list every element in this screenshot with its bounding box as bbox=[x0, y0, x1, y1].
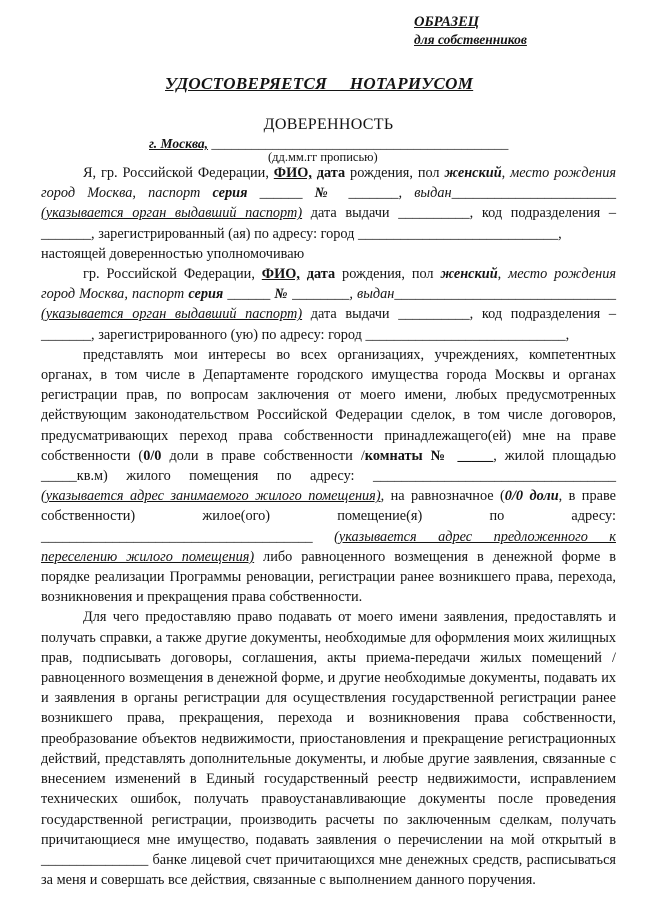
attorney-paragraph: гр. Российской Федерации, ФИО, дата рождения, пол женский, место рождения город Москва, паспорт серия ______ № ________, выдан_______________________________ (указывается орган выдавший паспорт) дата выдачи __________, код подразделения – _______, зарегистрированного (ую) по адресу: город ____________________________, bbox=[41, 266, 617, 343]
authorization-line: настоящей доверенностью уполномочиваю bbox=[41, 245, 305, 262]
grantor-paragraph: Я, гр. Российской Федерации, ФИО, дата рождения, пол женский, место рождения город Москва, паспорт серия ______ № _______, выдан_______________________ (указывается орган выдавший паспорт) дата выдачи __________, код подразделения – _______, зарегистрированный (ая) по адресу: город ____________________________, bbox=[41, 165, 617, 242]
document-title: ДОВЕРЕННОСТЬ bbox=[263, 116, 394, 133]
sample-header bbox=[414, 14, 614, 48]
date-blank: ____________________________________________ bbox=[211, 136, 509, 151]
sample-subtitle: для собственников bbox=[414, 32, 527, 47]
notary-certification: УДОСТОВЕРЯЕТСЯ НОТАРИУСОМ bbox=[165, 74, 474, 93]
sample-title: ОБРАЗЕЦ bbox=[414, 14, 480, 30]
powers-paragraph: представлять мои интересы во всех организациях, учреждениях, компетентных органах, в том числе в Департаменте городского имущества города Москвы и органах регистрации прав, по вопросам заключения от моего имени, любых предусмотренных действующим законодательством Российской Федерации сделок, в том числе договоров, предусматривающих переход права собственности принадлежащего(ей) мне на праве собственности (0/0 доли в праве собственности /комнаты № _____, жилой площадью _____кв.м) жилого помещения по адресу: __________________________________ (указывается адрес занимаемого жилого помещения), на равнозначное (0/0 доли, в праве собственности) жилое(ого) помещение(я) по адресу: ______________________________________ (указывается адрес предложенного к переселению жилого помещения) либо равноценного возмещения в денежной форме в порядке реализации Программы реновации, регистрации ранее возникшего права, перехода, возникновения и прекращения права собственности. bbox=[41, 346, 617, 606]
additional-powers-paragraph: Для чего предоставляю право подавать от моего имени заявления, предоставлять и получать справки, а также другие документы, необходимые для оформления моих жилищных прав, подписывать договоры, соглашения, акты приема-передачи жилых помещений / равноценного возмещения в денежной форме, и другие необходимые документы, подавать их и заявления в органы регистрации для осуществления государственной регистрации ранее возникшего права, прекращения, перехода и возникновения права собственности, преобразование объектов недвижимости, приостановления и прекращение регистрационных действий, представлять дополнительные документы, и любые другие заявления, связанные с внесением изменений в Единый государственный реестр недвижимости, исправлением технических ошибок, получать правоустанавливающие документы после проведения государственной регистрации, производить расчеты по заключенным сделкам, получать причитающиеся мне имущество, подавать заявления о перечислении на мой открытый в _______________ банке лицевой счет причитающихся мне денежных средств, расписываться за меня и совершать все действия, связанные с выполнением данного поручения. bbox=[41, 609, 616, 889]
city: г. Москва, bbox=[149, 136, 209, 151]
date-hint: (дд.мм.гг прописью) bbox=[268, 150, 378, 164]
document-body bbox=[41, 163, 616, 890]
